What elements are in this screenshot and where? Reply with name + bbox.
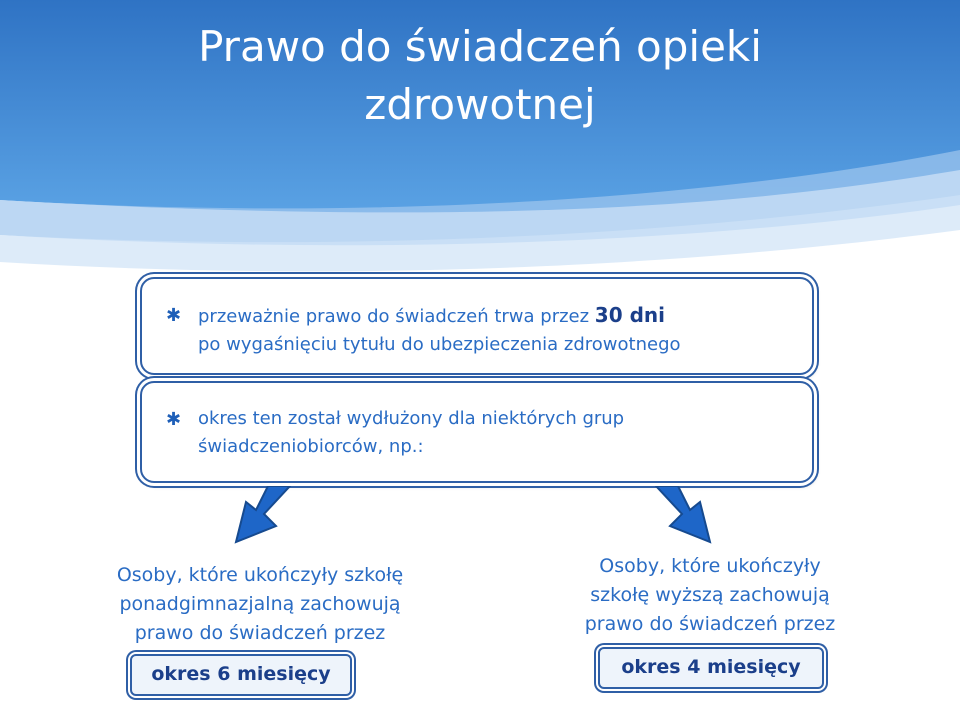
box2-text-b: świadczeniobiorców, np.: — [198, 436, 424, 457]
asterisk-bullet-icon: ✱ — [166, 409, 182, 429]
asterisk-bullet-icon: ✱ — [166, 305, 182, 325]
box2-text-a: okres ten został wydłużony dla niektórych grup — [198, 408, 625, 429]
left-line-3: prawo do świadczeń przez — [134, 622, 386, 644]
box1-highlight: 30 dni — [594, 303, 666, 327]
left-column-text — [60, 561, 460, 648]
page-title — [0, 18, 960, 134]
title-line-2: zdrowotnej — [364, 80, 596, 129]
info-box-1 — [140, 277, 814, 375]
right-period-badge: okres 4 miesięcy — [598, 647, 824, 689]
box1-text-b: po wygaśnięciu tytułu do ubezpieczenia zdrowotnego — [198, 334, 681, 355]
arrow-down-right-icon — [638, 486, 718, 552]
box1-text-a: przeważnie prawo do świadczeń trwa przez — [198, 306, 595, 327]
left-line-1: Osoby, które ukończyły szkołę — [116, 564, 404, 586]
arrow-down-left-icon — [228, 486, 308, 552]
right-column-text — [530, 552, 890, 639]
right-line-3: prawo do świadczeń przez — [584, 613, 836, 635]
left-line-2: ponadgimnazjalną zachowują — [119, 593, 401, 615]
title-line-1: Prawo do świadczeń opieki — [198, 22, 762, 71]
right-line-1: Osoby, które ukończyły — [599, 555, 821, 577]
right-line-2: szkołę wyższą zachowują — [590, 584, 830, 606]
left-period-badge: okres 6 miesięcy — [130, 654, 352, 696]
info-box-2 — [140, 381, 814, 483]
